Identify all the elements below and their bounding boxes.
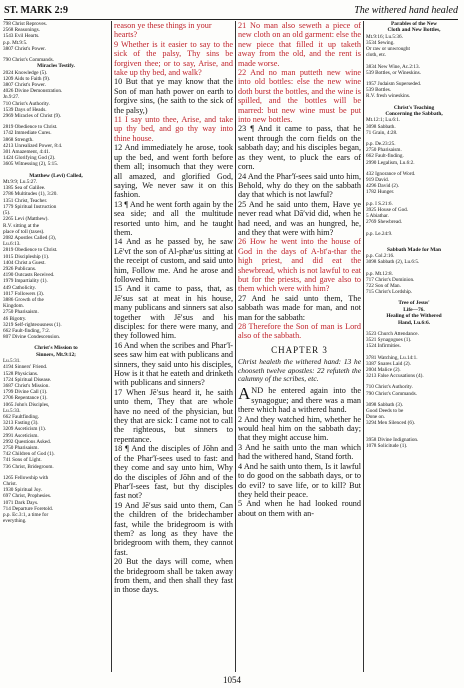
- reference-entry: Jn.9:27.: [3, 94, 20, 101]
- reference-entry: 1782 Hunger.: [366, 189, 395, 196]
- reference-entry: 807 Divine Condescension.: [3, 334, 61, 341]
- reference-entry: 790 Christ's Commands.: [366, 390, 417, 397]
- reference-entry: 1265 Fellowship with: [3, 474, 49, 481]
- reference-entry: 2969 Miracles of Christ (9).: [3, 113, 62, 120]
- verse: 15 And it came to pass, that, as Jē′sus sat at meat in his house, many publicans and sinners sat also together with Jē′sus and his disciples: for there were many, and they followed him.: [114, 284, 233, 341]
- reference-entry: 1930 Spiritual Joy.: [3, 487, 43, 494]
- reference-entry: 3807 Christ's Power.: [3, 45, 46, 52]
- reference-entry: 1404 Christ a Guest.: [3, 259, 46, 266]
- reference-heading: Healing of the Withered: [386, 313, 442, 320]
- reference-entry: p.p. Col.2:16.: [366, 253, 395, 260]
- reference-entry: 3807 Christ's Power.: [3, 82, 46, 89]
- reference-entry: 2082 Apostles Called (3),: [3, 234, 57, 241]
- reference-entry: 2004 Malice (2).: [366, 366, 401, 373]
- verse: 2 And they watched him, whether he would heal him on the sabbath day; that they might accuse him.: [238, 414, 361, 443]
- reference-entry: 2991 Asceticism.: [3, 432, 39, 439]
- verse: 26 How he went into the house of God in the days of A-bī′a-thar the high priest, and did eat the shewbread, which is not lawful to eat but for the priests, and gave also to them which were with him?: [238, 237, 361, 294]
- reference-heading: Hand, Lu.6:6.: [397, 319, 431, 326]
- verse: hearts?: [114, 30, 138, 40]
- verse: 24 And the Phar′ĭ-sees said unto him, Behold, why do they on the sabbath day that which is not lawful?: [238, 171, 361, 200]
- reference-entry: cloth, etc.: [366, 52, 387, 59]
- verse: 5 And when he had looked round about on them with an-: [238, 499, 361, 518]
- verse: 11 I say unto thee, Arise, and take up thy bed, and go thy way into thine house.: [114, 115, 233, 143]
- reference-entry: 2926 Publicans.: [3, 265, 37, 272]
- reference-heading: Christ's Mission to: [34, 345, 78, 352]
- page-number: 1054: [223, 675, 241, 685]
- verse-text: ND he entered again into the synagogue; and there was a man there which had a withered hand.: [238, 386, 361, 415]
- reference-entry: Mt.12:1; Lu.6:1.: [366, 117, 401, 124]
- reference-entry: 2024 Knowledge (5).: [3, 69, 48, 76]
- reference-entry: p.p. Mt.9:5.: [3, 39, 28, 46]
- reference-heading: Sinners, Mt.9:12;: [36, 351, 76, 358]
- reference-entry: 1071 Dark Days.: [3, 499, 39, 506]
- reference-entry: R.V. fresh wineskins.: [366, 93, 411, 100]
- reference-entry: 1799 Divine Call (1).: [3, 389, 48, 396]
- reference-entry: Lu.5:33.: [3, 407, 21, 414]
- reference-heading: Concerning the Sabbath,: [385, 111, 443, 118]
- reference-entry: 1543 Evil Hearts.: [3, 33, 40, 40]
- reference-entry: 714 Departure Foretold.: [3, 505, 53, 512]
- verse: [238, 386, 361, 414]
- reference-entry: 3213 Fasting (3).: [3, 420, 39, 427]
- reference-entry: (5).: [3, 210, 11, 217]
- scripture-column-right: [238, 21, 361, 518]
- reference-entry: 2750 Pharisaism.: [3, 309, 39, 316]
- reference-entry: 1539 Days of Heads.: [3, 106, 47, 113]
- header-reference: ST. MARK 2:9: [4, 5, 68, 16]
- reference-entry: 1015 Discipleship (1).: [3, 253, 50, 260]
- reference-entry: place of toll (taxes).: [3, 228, 45, 235]
- reference-heading: Miracles Testify.: [37, 63, 75, 70]
- reference-entry: 3605 Witnessing (2), 5:15.: [3, 161, 59, 168]
- verse: 27 And he said unto them, The sabbath was made for man, and not man for the sabbath:: [238, 293, 361, 322]
- chapter-summary: Christ healeth the withered hand: 13 he chooseth twelve apostles: 22 refuteth the calumny of the scribes, etc.: [238, 357, 361, 384]
- reference-entry: 697 Christ, Prophesies.: [3, 493, 52, 500]
- reference-entry: 1424 Glorifying God (2).: [3, 155, 56, 162]
- reference-entry: 662 Fault-finding.: [366, 153, 404, 160]
- reference-entry: 790 Christ's Commands.: [3, 57, 54, 64]
- reference-entry: 3534 Sewing.: [366, 40, 395, 47]
- header-rule: [4, 19, 458, 20]
- verse: 22 And no man putteth new wine into old bottles: else the new wine doth burst the bottles, and the wine is spilled, and the bottles will be marred: but new wine must be put into new bottles.: [238, 68, 361, 125]
- reference-entry: 539 Bottles, or Wineskins.: [366, 69, 421, 76]
- reference-entry: 662 Fault-finding, 7:2.: [3, 327, 50, 334]
- reference-entry: 3886 Growth of the: [3, 296, 44, 303]
- reference-entry: 3209 Asceticism (1).: [3, 426, 47, 433]
- running-header: [4, 4, 458, 18]
- reference-heading: Parables of the New: [391, 21, 437, 27]
- reference-entry: 736 Christ, Bridegroom.: [3, 463, 54, 470]
- verse: 18 ¶ And the disciples of Jōhn and of the Phar′ĭ-sees used to fast: and they come and say unto him, Why do the disciples of Jōhn and of the Phar′ĭ-sees fast, but thy disciples fast not?: [114, 444, 233, 501]
- reference-entry: 4213 Unrealized Power, 8:4.: [3, 142, 63, 149]
- reference-entry: 3098 Sabbath.: [366, 123, 396, 130]
- reference-heading: Life—76.: [403, 306, 425, 313]
- reference-entry: 2819 Obedience to Christ.: [3, 247, 58, 254]
- reference-entry: Mt.9:9; Lu.5:27.: [3, 179, 38, 186]
- reference-entry: p.p. Ec.3:1, a time for: [3, 512, 49, 519]
- reference-entry: 2750 Pharisaism.: [3, 445, 39, 452]
- reference-entry: 3781 Watching, Lu.14:1.: [366, 354, 418, 361]
- reference-entry: 2992 Questions Asked.: [3, 438, 51, 445]
- reference-entry: 2819 Obedience to Christ.: [3, 124, 58, 131]
- verse: reason ye these things in your: [114, 21, 212, 30]
- column-divider: [111, 21, 112, 672]
- reference-entry: 2706 Repentance (1).: [3, 395, 48, 402]
- reference-entry: 2769 Shewbread.: [366, 219, 403, 226]
- reference-entry: 2786 Multitudes (1), 3:20.: [3, 191, 58, 198]
- verse: 13 ¶ And he went forth again by the sea side; and all the multitude resorted unto him, and he taught them.: [114, 199, 233, 237]
- verse: 4 And he saith unto them, Is it lawful to do good on the sabbath days, or to do evil? to save life, or to kill? But they held their peace.: [238, 461, 361, 499]
- reference-entry: 1957 Judaism Superseded.: [366, 81, 422, 88]
- reference-entry: 1351 Christ, Teacher.: [3, 197, 48, 204]
- reference-entry: Kingdom.: [3, 303, 24, 310]
- reference-entry: 3868 Strength.: [3, 136, 34, 143]
- reference-entry: 301 Amazement, 4:41.: [3, 149, 50, 156]
- verse: 10 But that ye may know that the Son of man hath power on earth to forgive sins, (he saith to the sick of the palsy,): [114, 77, 233, 115]
- scripture-column-left: [114, 21, 233, 595]
- reference-heading: Tree of Jesus': [398, 300, 430, 307]
- verse: 3 And he saith unto the man which had the withered hand, Stand forth.: [238, 442, 361, 462]
- reference-entry: 3098 Sabbath (3).: [366, 401, 404, 408]
- reference-entry: 1065 John's Disciples,: [3, 401, 50, 408]
- verse: 14 And as he passed by, he saw Lē′vī the son of Al-phæ′us sitting at the receipt of custom, and said unto him, Follow me. And he arose and followed him.: [114, 237, 233, 284]
- verse: 17 When Jē′sus heard it, he saith unto them, They that are whole have no need of the physician, but they that are sick: I came not to call the righteous, but sinners to repentance.: [114, 387, 233, 444]
- reference-entry: 3521 Synagogues (1).: [366, 337, 412, 344]
- reference-entry: p.p. Le.24:9.: [366, 230, 393, 237]
- reference-entry: 3958 Divine Indignation.: [366, 436, 419, 443]
- reference-entry: 4194 Sinners' Friend.: [3, 364, 48, 371]
- reference-entry: 1779 Spiritual Instruction: [3, 203, 57, 210]
- reference-entry: 1979 Impartiality (1).: [3, 278, 48, 285]
- reference-entry: 722 Son of Man.: [366, 282, 401, 289]
- reference-entry: 742 Children of God (1).: [3, 451, 55, 458]
- reference-entry: 2568 Reasonings.: [3, 27, 40, 34]
- reference-entry: 3098 Sabbath (2), Lu.6:5.: [366, 259, 420, 266]
- reference-entry: 3834 New Wine, Ac.2:13.: [366, 63, 420, 70]
- reference-entry: 4296 David (2).: [366, 183, 399, 190]
- reference-entry: 2990 Legalism, Lu.6:2.: [366, 159, 415, 166]
- reference-entry: everything.: [3, 518, 27, 525]
- reference-heading: Cloth and New Bottles,: [387, 27, 441, 34]
- reference-entry: 1742 Immediate Cures.: [3, 130, 52, 137]
- reference-entry: Or raw or unwrought: [366, 46, 410, 53]
- reference-entry: Done on.: [366, 414, 386, 421]
- reference-entry: 432 Ignorance of Word.: [366, 170, 416, 177]
- column-divider: [363, 21, 364, 672]
- reference-entry: 715 Christ's Lordship.: [366, 289, 413, 296]
- reference-entry: 71 Grain, 4:28.: [366, 129, 398, 136]
- reference-entry: 1078 Solicitude (1).: [366, 442, 408, 449]
- reference-entry: p.p. Mt.12:8.: [366, 270, 393, 277]
- reference-entry: Good Deeds to be: [366, 407, 404, 414]
- left-reference-column: [3, 21, 109, 524]
- reference-entry: 798 Christ Reproves.: [3, 21, 47, 27]
- reference-entry: 1528 Physicians.: [3, 370, 39, 377]
- reference-entry: R.V. sitting at the: [3, 222, 40, 229]
- reference-entry: 3294 Men Silenced (6).: [366, 420, 415, 427]
- reference-entry: 1209 Aids to Faith (9).: [3, 75, 51, 82]
- reference-entry: 3213 False Accusations (4).: [366, 373, 424, 380]
- reference-entry: 710 Christ's Authority.: [366, 384, 413, 391]
- reference-entry: 449 Catholicity.: [3, 284, 37, 291]
- reference-entry: 3387 Snares Laid (2).: [366, 360, 411, 367]
- reference-heading: Matthew (Levi) Called,: [29, 172, 83, 179]
- verse: 19 And Jē′sus said unto them, Can the children of the bridechamber fast, while the bridegroom is with them? as long as they have the bridegroom with them, they cannot fast.: [114, 500, 233, 557]
- reference-entry: 919 David.: [366, 177, 390, 184]
- verse: 12 And immediately he arose, took up the bed, and went forth before them all; insomuch that they were all amazed, and glorified God, saying, We never saw it on this fashion.: [114, 143, 233, 200]
- reference-entry: 1724 Spiritual Disease.: [3, 376, 52, 383]
- reference-entry: 662 Faultfinding.: [3, 414, 40, 420]
- verse: 28 Therefore the Son of man is Lord also of the sabbath.: [238, 322, 361, 341]
- verse: 23 ¶ And it came to pass, that he went through the corn fields on the sabbath day; and his disciples began, as they went, to pluck the ears of corn.: [238, 124, 361, 172]
- reference-entry: Mt.9:16; Lu.5:36.: [366, 33, 403, 40]
- column-divider: [235, 21, 236, 672]
- reference-heading: Sabbath Made for Man: [387, 246, 441, 253]
- reference-entry: Christ.: [3, 481, 17, 488]
- reference-entry: 1524 Infirmities.: [366, 343, 401, 350]
- reference-entry: 539 Bottles.: [366, 87, 392, 94]
- reference-entry: 2265 Levi (Matthew).: [3, 216, 49, 223]
- reference-entry: 46 Bigotry.: [3, 315, 27, 322]
- verse: 25 And he said unto them, Have ye never read what Dā′vid did, when he had need, and was an hungred, he, and they that were with him?: [238, 199, 361, 237]
- right-reference-column: [366, 21, 462, 449]
- reference-entry: 5 Abiathar.: [366, 213, 389, 220]
- reference-entry: 3925 House of God.: [366, 206, 409, 213]
- reference-entry: 3687 Christ's Mission.: [3, 382, 50, 389]
- verse: 21 No man also seweth a piece of new cloth on an old garment: else the new piece that filled it up taketh away from the old, and the rent is made worse.: [238, 21, 361, 68]
- header-topic: The withered hand healed: [354, 5, 458, 16]
- reference-entry: 1017 Followers (3).: [3, 290, 45, 297]
- reference-entry: 2750 Pharisaism.: [366, 147, 402, 154]
- reference-entry: 717 Christ's Dominion.: [366, 276, 415, 283]
- verse: 16 And when the scribes and Phar′ĭ-sees saw him eat with publicans and sinners, they said unto his disciples, How is it that he eateth and drinketh with publicans and sinners?: [114, 340, 233, 388]
- drop-capital: A: [238, 384, 251, 404]
- reference-heading: Christ's Teaching: [393, 104, 435, 111]
- reference-entry: 3219 Self-righteousness (1).: [3, 321, 62, 328]
- reference-entry: p.p. De.23:25.: [366, 141, 396, 148]
- reference-entry: 3523 Church Attendance.: [366, 330, 419, 337]
- reference-entry: p.p. I S.21:6.: [366, 200, 393, 207]
- reference-entry: Lu.5:31.: [3, 358, 21, 365]
- reference-entry: 1385 Sea of Galilee.: [3, 185, 46, 192]
- reference-entry: 710 Christ's Authority.: [3, 100, 50, 107]
- reference-entry: 741 Sons of Light.: [3, 457, 42, 464]
- verse: 20 But the days will come, when the bridegroom shall be taken away from them, and then shall they fast in those days.: [114, 557, 233, 595]
- reference-entry: 4190 Outcasts Received.: [3, 272, 55, 279]
- chapter-title: CHAPTER 3: [271, 344, 328, 355]
- verse: 9 Whether is it easier to say to the sick of the palsy, Thy sins be forgiven thee; or to say, Arise, and take up thy bed, and walk?: [114, 39, 233, 78]
- reference-entry: Lu.6:13.: [3, 241, 21, 248]
- reference-entry: 4026 Divine Demonstration.: [3, 88, 63, 95]
